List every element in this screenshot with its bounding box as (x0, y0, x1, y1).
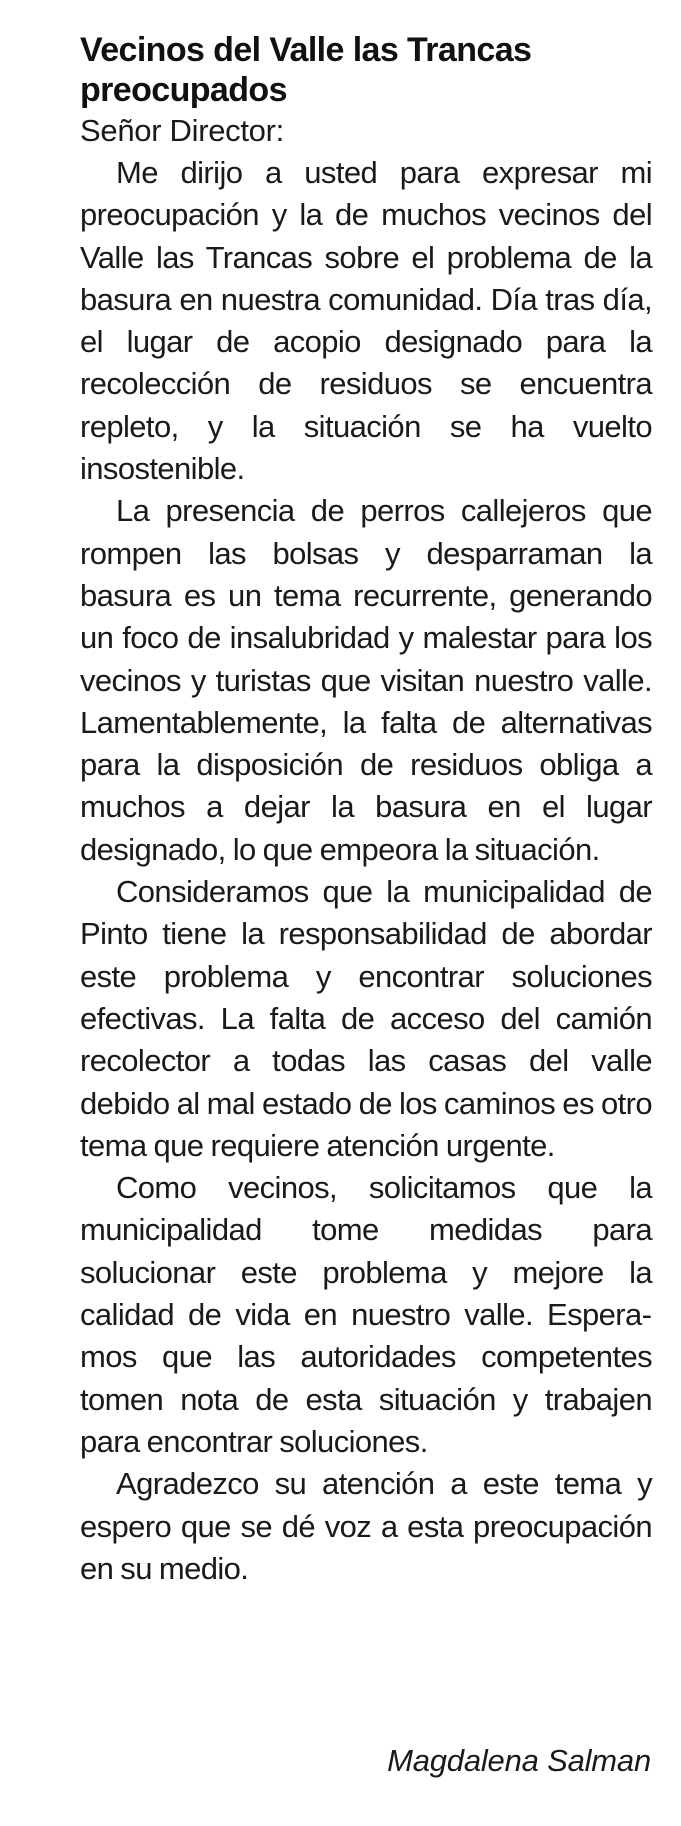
letter-paragraph: Como vecinos, solicitamos que la municipalidad tome medidas para solucionar este problema y mejore la calidad de vida en nuestro valle. Esperamos que las autoridades competentes tomen nota de esta situación y trabajen para encontrar soluciones. (80, 1170, 652, 1459)
letter-paragraph: La presencia de perros callejeros que rompen las bolsas y desparraman la basura es un tema recurrente, generando un foco de insalubridad y malestar para los vecinos y turistas que visitan nuestro valle. Lamentablemente, la falta de alternativas para la disposición de residuos obliga a muchos a dejar la basura en el lugar designado, lo que empeora la situación. (80, 493, 652, 867)
letter-signature: Magdalena Salman (387, 1743, 651, 1778)
letter-to-editor (80, 30, 652, 1590)
letter-paragraph: Agradezco su atención a este tema y espero que se dé voz a esta preocupación en su medio. (80, 1466, 652, 1586)
letter-body (80, 152, 652, 1590)
letter-salutation: Señor Director: (80, 113, 284, 148)
letter-paragraph: Me dirijo a usted para expresar mi preocupación y la de muchos vecinos del Valle las Trancas sobre el problema de la basura en nuestra comunidad. Día tras día, el lugar de acopio designado para la recolección de residuos se encuentra repleto, y la situación se ha vuelto insostenible. (80, 155, 652, 487)
letter-headline: Vecinos del Valle las Trancas preocupados (80, 31, 532, 109)
letter-paragraph: Consideramos que la municipalidad de Pinto tiene la responsabilidad de abordar este problema y encontrar soluciones efectivas. La falta de acceso del camión recolector a todas las casas del valle debido al mal estado de los caminos es otro tema que requiere atención urgente. (80, 874, 652, 1163)
